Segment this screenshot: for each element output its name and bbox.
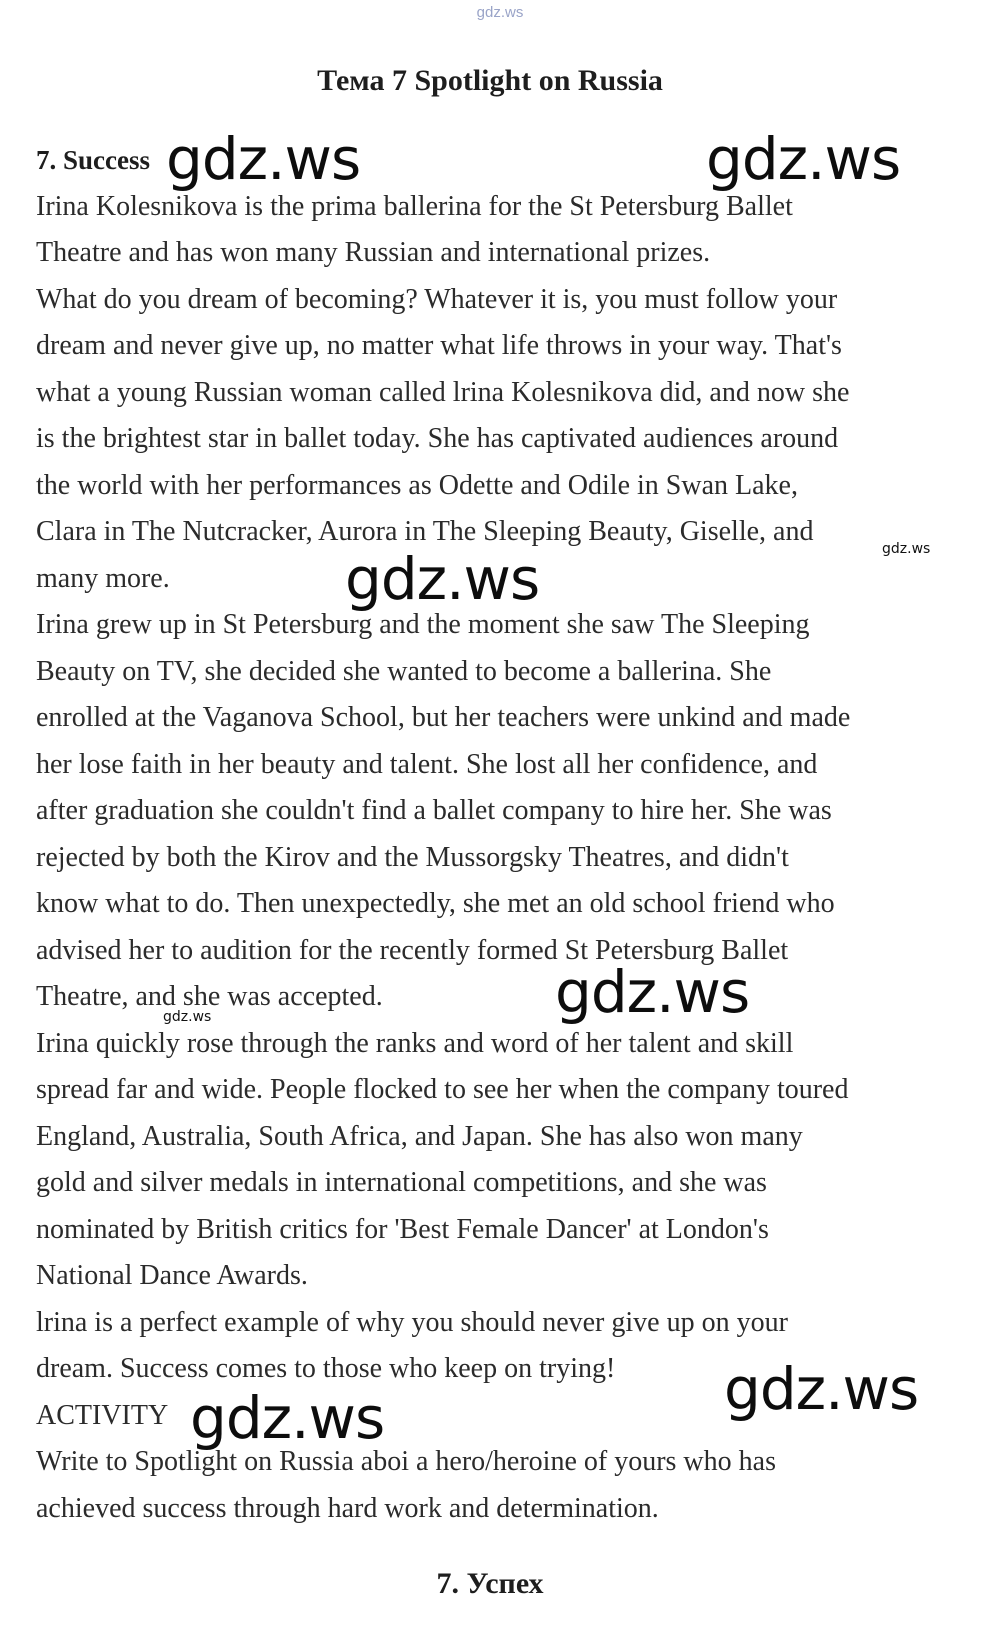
activity-label: ACTIVITY (36, 1399, 169, 1431)
text-line: is the brightest star in ballet today. She has captivated audiences around (36, 423, 839, 454)
text-line: after graduation she couldn't find a ballet company to hire her. She was (36, 795, 832, 826)
watermark: gdz.ws (555, 958, 750, 1026)
text-line: dream. Success comes to those who keep on trying! (36, 1353, 616, 1384)
watermark: gdz.ws (724, 1355, 919, 1423)
text-line: enrolled at the Vaganova School, but her teachers were unkind and made (36, 702, 851, 733)
page-title: Тема 7 Spotlight on Russia (317, 64, 663, 97)
text-line: achieved success through hard work and determination. (36, 1492, 659, 1524)
text-line: Irina Kolesnikova is the prima ballerina for the St Petersburg Ballet (36, 190, 793, 222)
text-line: the world with her performances as Odette and Odile in Swan Lake, (36, 469, 798, 501)
watermark: gdz.ws (190, 1384, 385, 1452)
text-line: rejected by both the Kirov and the Mussorgsky Theatres, and didn't (36, 841, 789, 873)
text-line: spread far and wide. People flocked to see her when the company toured (36, 1074, 849, 1105)
text-line: her lose faith in her beauty and talent. She lost all her confidence, and (36, 748, 818, 780)
text-line: what a young Russian woman called lrina Kolesnikova did, and now she (36, 376, 850, 408)
text-line: many more. (36, 562, 170, 594)
text-line: Clara in The Nutcracker, Aurora in The Sleeping Beauty, Giselle, and (36, 516, 814, 547)
text-line: National Dance Awards. (36, 1260, 308, 1291)
text-line: know what to do. Then unexpectedly, she met an old school friend who (36, 888, 835, 919)
watermark: gdz.ws (345, 545, 540, 613)
text-line: advised her to audition for the recently formed St Petersburg Ballet (36, 934, 789, 966)
text-line: Irina quickly rose through the ranks and word of her talent and skill (36, 1027, 794, 1059)
site-mark: gdz.ws (476, 4, 524, 21)
text-line: dream and never give up, no matter what life throws in your way. That's (36, 330, 842, 361)
text-line: What do you dream of becoming? Whatever it is, you must follow your (36, 283, 838, 315)
text-line: lrina is a perfect example of why you should never give up on your (36, 1306, 788, 1338)
text-line: gold and silver medals in international competitions, and she was (36, 1167, 767, 1198)
watermark-small: gdz.ws (163, 1009, 212, 1025)
text-line: Theatre and has won many Russian and international prizes. (36, 237, 711, 268)
text-line: Irina grew up in St Petersburg and the moment she saw The Sleeping (36, 609, 810, 640)
text-line: Write to Spotlight on Russia aboi a hero/heroine of yours who has (36, 1446, 776, 1477)
watermark: gdz.ws (166, 125, 361, 193)
text-line: England, Australia, South Africa, and Japan. She has also won many (36, 1120, 803, 1152)
watermark-small: gdz.ws (882, 541, 931, 557)
article-subheading: 7. Success (36, 145, 150, 175)
text-line: nominated by British critics for 'Best Female Dancer' at London's (36, 1213, 769, 1245)
article-body (36, 137, 956, 1532)
watermark: gdz.ws (706, 125, 901, 193)
text-line: Theatre, and she was accepted. (36, 981, 383, 1012)
translation-heading: 7. Успех (436, 1567, 544, 1600)
text-line: Beauty on TV, she decided she wanted to become a ballerina. She (36, 655, 772, 687)
